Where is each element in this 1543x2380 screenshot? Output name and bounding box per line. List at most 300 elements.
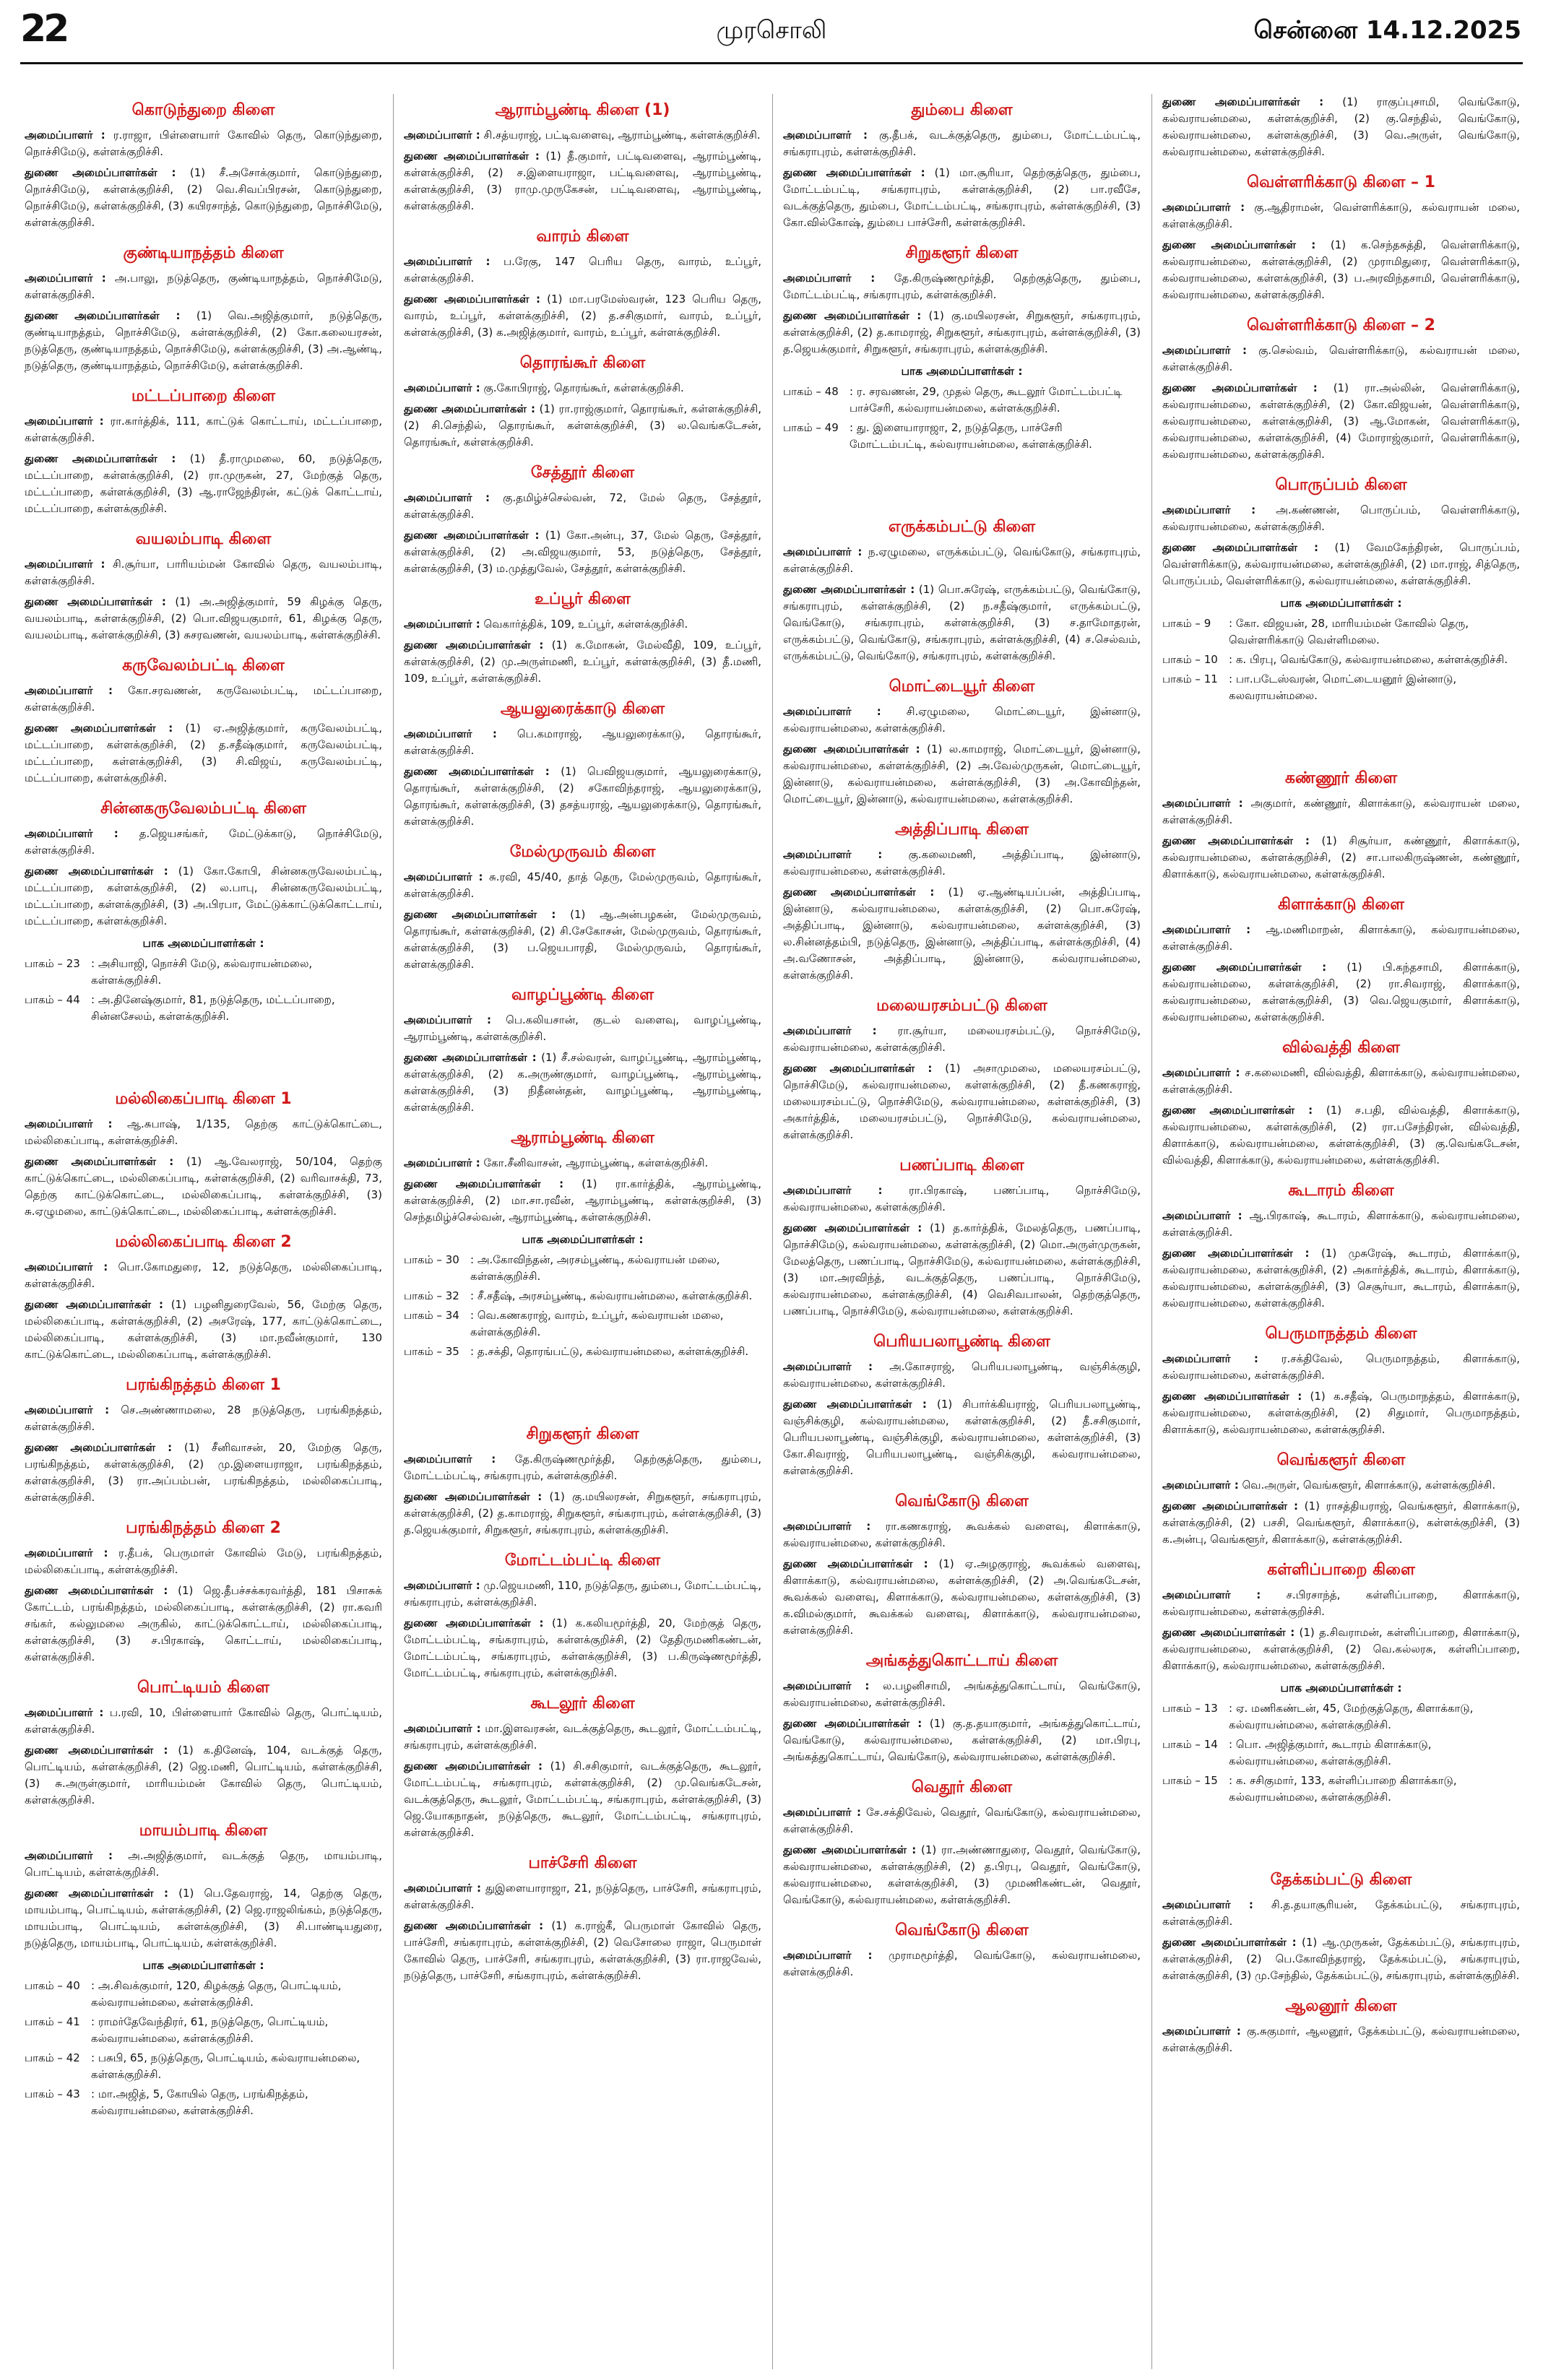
president-entry: [783, 847, 1141, 880]
role-label: துணை அமைப்பாளர்கள் :: [404, 908, 556, 921]
vice-names: (1) சீ.சல்வரன், வாழப்பூண்டி, ஆராம்பூண்டி, கள்ளக்குறிச்சி, (2) க.அருண்குமார், வாழப்பூண்டி, ஆராம்பூண்டி, கள்ளக்குறிச்சி, (3) நிதீனன்தன், வாழப்பூண்டி, ஆராம்பூண்டி, கள்ளக்குறிச்சி.: [404, 1051, 761, 1114]
vice-names: (1) ரா.அண்ணாதுரை, வெதூர், வெங்கோடு, கல்வராயன்மலை, கள்ளக்குறிச்சி, (2) த.பிரபு, வெதூர், வெங்கோடு, கல்வராயன்மலை, கள்ளக்குறிச்சி, (3) முமணிகண்டன், வெதூர், வெங்கோடு, கல்வராயன்மலை, கள்ளக்குறிச்சி.: [783, 1843, 1141, 1906]
vice-entry: [1162, 94, 1520, 160]
role-label: அமைப்பாளர் :: [25, 1117, 113, 1130]
president-entry: [783, 1023, 1141, 1056]
role-label: அமைப்பாளர் :: [404, 870, 483, 883]
role-label: அமைப்பாளர் :: [1162, 1588, 1261, 1601]
vice-names: (1) கோ.கோபி, சின்னகருவேலம்பட்டி, மட்டப்பாறை, கள்ளக்குறிச்சி, (2) ல.பாபு, சின்னகருவேலம்பட்டி, மட்டப்பாறை, கள்ளக்குறிச்சி, (3) அ.பிரபா, மேட்டுக்காட்டுக்கொட்டாய், மட்டப்பாறை, கள்ளக்குறிச்சி.: [25, 865, 382, 927]
role-label: அமைப்பாளர் :: [404, 1156, 480, 1169]
president-name: சே.சக்திவேல், வெதூர், வெங்கோடு, கல்வராயன்மலை, கள்ளக்குறிச்சி.: [783, 1806, 1141, 1835]
president-name: வெகார்த்திக், 109, உப்பூர், கள்ளக்குறிச்சி.: [483, 618, 688, 631]
column-divider: [393, 94, 394, 2369]
president-name: ந.ஏழுமலை, எருக்கம்பட்டு, வெங்கோடு, சங்கராபுரம், கள்ளக்குறிச்சி.: [783, 545, 1141, 575]
vice-entry: [25, 1885, 382, 1952]
role-label: அமைப்பாளர் :: [404, 381, 480, 394]
booth-person: : மா.அஜித், 5, கோயில் தெரு, பரங்கிநத்தம், கல்வராயன்மலை, கள்ளக்குறிச்சி.: [91, 2087, 308, 2117]
role-label: துணை அமைப்பாளர்கள் :: [404, 639, 544, 652]
vice-names: (1) கு.த.தயாகுமார், அங்கத்துகொட்டாய், வெங்கோடு, கல்வராயன்மலை, கள்ளக்குறிச்சி, (2) மா.பிரபு, அங்கத்துகொட்டாய், வெங்கோடு, கல்வராயன்மலை, கள்ளக்குறிச்சி.: [783, 1717, 1141, 1763]
president-name: ஆ.சுபாஷ், 1/135, தெற்கு காட்டுக்கொட்டை, மல்லிகைப்பாடி, கள்ளக்குறிச்சி.: [25, 1117, 382, 1147]
president-entry: [404, 1721, 761, 1754]
branch-section: [25, 798, 382, 1025]
branch-section: [1162, 1559, 1520, 1806]
role-label: அமைப்பாளர் :: [25, 1546, 108, 1559]
vice-names: (1) த.கார்த்திக், மேலத்தெரு, பணப்பாடி, நொச்சிமேடு, கல்வராயன்மலை, கள்ளக்குறிச்சி, (2) மொ.அருள்முருகன், மேலத்தெரு, பணப்பாடி, நொச்சிமேடு, கல்வராயன்மலை, கள்ளக்குறிச்சி, (3) மா.அரவிந்த், வடக்குத்தெரு, பணப்பாடி, நொச்சிமேடு, கல்வராயன்மலை, கள்ளக்குறிச்சி, (4) வெசிவபாலன், தெற்குத்தெரு, பணப்பாடி, நொச்சிமேடு, கல்வராயன்மலை, கள்ளக்குறிச்சி.: [783, 1221, 1141, 1317]
booth-heading: பாக அமைப்பாளர்கள் :: [1280, 1682, 1402, 1695]
branch-title: ஆராம்பூண்டி கிளை (1): [495, 101, 670, 119]
role-label: அமைப்பாளர் :: [783, 1360, 873, 1373]
branch-title: வெங்கோடு கிளை: [895, 1492, 1029, 1510]
president-name: ரா.பிரகாஷ், பணப்பாடி, நொச்சிமேடு, கல்வராயன்மலை, கள்ளக்குறிச்சி.: [783, 1184, 1141, 1213]
vice-names: (1) கோ.அன்பு, 37, மேல் தெரு, சேத்தூர், கள்ளக்குறிச்சி, (2) அ.விஜயகுமார், 53, நடுத்தெரு, சேத்தூர், கள்ளக்குறிச்சி, (3) ம.முத்துவேல், சேத்தூர், கள்ளக்குறிச்சி.: [404, 529, 761, 575]
president-name: கு.தீபக், வடக்குத்தெரு, தும்பை, மோட்டம்பட்டி, சங்கராபுரம், கள்ளக்குறிச்சி.: [783, 129, 1141, 158]
president-entry: [404, 1880, 761, 1913]
vice-entry: [404, 1615, 761, 1682]
branch-section: [783, 243, 1141, 453]
role-label: அமைப்பாளர் :: [1162, 2025, 1241, 2038]
booth-row: [1162, 671, 1520, 704]
president-name: தே.கிருஷ்ணமூர்த்தி, தெற்குத்தெரு, தும்பை, மோட்டம்பட்டி, சங்கராபுரம், கள்ளக்குறிச்சி.: [783, 272, 1141, 301]
booth-person: : ர. சரவணன், 29, முதல் தெரு, கூடலூர் மோட்டம்பட்டி பாச்சேரி, கல்வராயன்மலை, கள்ளக்குறிச்சி.: [850, 385, 1123, 415]
role-label: அமைப்பாளர் :: [25, 684, 113, 697]
vice-entry: [1162, 1388, 1520, 1438]
branch-section: [404, 1693, 761, 1841]
vice-names: (1) சீ.அசோக்குமார், கொடுந்துறை, நொச்சிமேடு, கள்ளக்குறிச்சி, (2) வெ.சிவப்பிரசன், கொடுந்துறை, நொச்சிமேடு, கள்ளக்குறிச்சி, (3) கயிரசாந்த், கொடுந்துறை, நொச்சிமேடு, கள்ளக்குறிச்சி.: [25, 166, 382, 229]
branch-title: சின்னகருவேலம்பட்டி கிளை: [100, 800, 306, 818]
branch-title: அத்திப்பாடி கிளை: [895, 821, 1029, 839]
vice-names: (1) க.செந்தசுத்தி, வெள்ளரிக்காடு, கல்வராயன்மலை, கள்ளக்குறிச்சி, (2) முராமிதுரை, வெள்ளரிக்காடு, கல்வராயன்மலை, கள்ளக்குறிச்சி, (3) ப.அரவிந்தசாமி, வெள்ளரிக்காடு, கல்வராயன்மலை, கள்ளக்குறிச்சி.: [1162, 238, 1520, 301]
masthead: [0, 0, 1543, 66]
vice-entry: [1162, 1934, 1520, 1984]
booth-number: பாகம் – 40: [25, 1979, 80, 1992]
vice-entry: [404, 291, 761, 341]
vice-names: (1) வேமகேந்திரன், பொருப்பம், வெள்ளரிக்காடு, கல்வராயன்மலை, கள்ளக்குறிச்சி, (2) மா.ராஜ், சித்தெரு, பொருப்பம், வெள்ளரிக்காடு, கல்வராயன்மலை, கள்ளக்குறிச்சி.: [1162, 541, 1520, 587]
role-label: துணை அமைப்பாளர்கள் :: [404, 1490, 543, 1503]
president-name: ஆ.பிரகாஷ், கூடாரம், கிளாக்காடு, கல்வராயன்மலை, கள்ளக்குறிச்சி.: [1162, 1209, 1520, 1239]
booth-heading: பாக அமைப்பாளர்கள் :: [1280, 597, 1402, 610]
president-entry: [25, 270, 382, 303]
booth-person: : பா.படேஸ்வரன், மொட்டையனூர் இன்னாடு, கலவராயன்மலை.: [1229, 672, 1457, 702]
vice-entry: [25, 720, 382, 787]
role-label: துணை அமைப்பாளர்கள் :: [404, 765, 550, 778]
role-label: துணை அமைப்பாளர்கள் :: [404, 1051, 537, 1064]
role-label: அமைப்பாளர் :: [783, 1520, 871, 1533]
role-label: அமைப்பாளர் :: [783, 1024, 877, 1037]
branch-section: [1162, 94, 1520, 160]
president-name: கோ.சரவணன், கருவேலம்பட்டி, மட்டப்பாறை, கள்ளக்குறிச்சி.: [25, 684, 382, 714]
branch-title: கண்ணூர் கிளை: [1284, 769, 1398, 787]
role-label: துணை அமைப்பாளர்கள் :: [783, 1717, 922, 1730]
role-label: துணை அமைப்பாளர்கள் :: [25, 865, 168, 878]
booth-row: [25, 1978, 382, 2011]
branch-title: சிறுகளூர் கிளை: [526, 1425, 639, 1443]
president-name: சி.சூர்யா, பாரியம்மன் கோவில் தெரு, வயலம்பாடி, கள்ளக்குறிச்சி.: [25, 558, 382, 587]
president-name: அ.அஜித்குமார், வடக்குத் தெரு, மாயம்பாடி, பொட்டியம், கள்ளக்குறிச்சி.: [25, 1849, 382, 1879]
president-name: ர.சக்திவேல், பெருமாநத்தம், கிளாக்காடு, கல்வராயன்மலை, கள்ளக்குறிச்சி.: [1162, 1352, 1520, 1382]
booth-heading: பாக அமைப்பாளர்கள் :: [901, 365, 1023, 378]
column-2: [404, 94, 761, 2369]
role-label: துணை அமைப்பாளர்கள் :: [783, 1843, 917, 1856]
president-name: அ.கண்ணன், பொருப்பம், வெள்ளரிக்காடு, கல்வராயன்மலை, கள்ளக்குறிச்சி.: [1162, 503, 1520, 533]
role-label: துணை அமைப்பாளர்கள் :: [404, 402, 536, 415]
vice-entry: [783, 1396, 1141, 1479]
branch-title: அங்கத்துகொட்டாய் கிளை: [865, 1652, 1058, 1670]
president-entry: [1162, 1897, 1520, 1930]
branch-section: [783, 1650, 1141, 1765]
section-spacer: [25, 1037, 382, 1083]
booth-row: [404, 1288, 761, 1304]
vice-entry: [25, 1742, 382, 1809]
booth-person: : அ.சிவக்குமார், 120, கிழக்குத் தெரு, பொட்டியம், கல்வராயன்மலை, கள்ளக்குறிச்சி.: [91, 1979, 342, 2009]
branch-section: [25, 243, 382, 374]
role-label: துணை அமைப்பாளர்கள் :: [1162, 834, 1310, 847]
booth-number: பாகம் – 32: [404, 1289, 459, 1302]
booth-person: : து. இளையாராஜா, 2, நடுத்தெரு, பாச்சேரி மோட்டம்பட்டி, கல்வராயன்மலை, கள்ளக்குறிச்சி.: [850, 421, 1092, 451]
branch-title: மொட்டையூர் கிளை: [889, 678, 1035, 696]
role-label: அமைப்பாளர் :: [1162, 1209, 1242, 1222]
role-label: அமைப்பாளர் :: [1162, 1066, 1240, 1079]
booth-row: [25, 2014, 382, 2047]
article-columns: [25, 94, 1520, 2369]
vice-names: (1) பெவிஜயகுமார், ஆயலுரைக்காடு, தொரங்கூர், கள்ளக்குறிச்சி, (2) சகோவிந்தராஜ், ஆயலுரைக்காடு, தொரங்கூர், கள்ளக்குறிச்சி, (3) தசத்யராஜ், ஆயலுரைக்காடு, தொரங்கூர், கள்ளக்குறிச்சி.: [404, 765, 761, 828]
president-name: கு.கலைமணி, அத்திப்பாடி, இன்னாடு, கல்வராயன்மலை, கள்ளக்குறிச்சி.: [783, 848, 1141, 878]
branch-title: பாச்சேரி கிளை: [528, 1854, 637, 1872]
branch-section: [25, 1677, 382, 1809]
president-entry: [1162, 1065, 1520, 1098]
branch-title: வெள்ளரிக்காடு கிளை – 2: [1247, 316, 1435, 334]
role-label: அமைப்பாளர் :: [783, 848, 883, 861]
president-entry: [1162, 1587, 1520, 1620]
vice-entry: [404, 1918, 761, 1984]
president-name: கோ.சீனிவாசன், ஆராம்பூண்டி, கள்ளக்குறிச்சி.: [483, 1156, 709, 1169]
booth-number: பாகம் – 43: [25, 2087, 80, 2100]
role-label: துணை அமைப்பாளர்கள் :: [25, 452, 176, 465]
branch-section: [404, 100, 761, 215]
vice-entry: [404, 1489, 761, 1539]
branch-section: [25, 386, 382, 517]
booth-number: பாகம் – 15: [1162, 1774, 1218, 1787]
vice-entry: [783, 1842, 1141, 1908]
branch-section: [25, 1232, 382, 1363]
vice-names: (1) க.ராஜ்கீ, பெருமாள் கோவில் தெரு, பாச்சேரி, சங்கராபுரம், கள்ளக்குறிச்சி, (2) வெசோலை ராஜா, பெருமாள் கோவில் தெரு, பாச்சேரி, சங்கராபுரம், கள்ளக்குறிச்சி, (3) ரா.ராஜவேல், நடுத்தெரு, பாச்சேரி, சங்கராபுரம், கள்ளக்குறிச்சி.: [404, 1919, 761, 1982]
vice-entry: [1162, 1498, 1520, 1548]
booth-person: : க. சசிகுமார், 133, கள்ளிப்பாறை கிளாக்காடு, கல்வராயன்மலை, கள்ளக்குறிச்சி.: [1229, 1774, 1457, 1804]
president-entry: [1162, 2023, 1520, 2056]
president-entry: [25, 1545, 382, 1578]
vice-entry: [1162, 540, 1520, 589]
branch-section: [25, 1820, 382, 2119]
role-label: துணை அமைப்பாளர்கள் :: [1162, 1390, 1302, 1403]
president-name: வெ.அருள், வெங்களூர், கிளாக்காடு, கள்ளக்குறிச்சி.: [1242, 1479, 1496, 1492]
role-label: அமைப்பாளர் :: [783, 545, 863, 558]
branch-title: மோட்டம்பட்டி கிளை: [504, 1552, 661, 1570]
vice-entry: [1162, 1102, 1520, 1169]
branch-section: [1162, 1996, 1520, 2056]
role-label: துணை அமைப்பாளர்கள் :: [1162, 1500, 1299, 1513]
vice-entry: [25, 1154, 382, 1220]
role-label: துணை அமைப்பாளர்கள் :: [1162, 238, 1316, 251]
vice-entry: [404, 906, 761, 973]
role-label: அமைப்பாளர் :: [404, 491, 490, 504]
branch-section: [1162, 768, 1520, 883]
vice-names: (1) ரா.அல்லின், வெள்ளரிக்காடு, கல்வராயன்மலை, கள்ளக்குறிச்சி, (2) கோ.விஜயன், வெள்ளரிக்காடு, கல்வராயன்மலை, கள்ளக்குறிச்சி, (3) ஆ.மோகன், வெள்ளரிக்காடு, கல்வராயன்மலை, கள்ளக்குறிச்சி, (4) மோராஜ்குமார், வெள்ளரிக்காடு, கல்வராயன்மலை, கள்ளக்குறிச்சி.: [1162, 381, 1520, 461]
vice-entry: [25, 308, 382, 374]
president-name: பெ.கமாராஜ், ஆயலுரைக்காடு, தொரங்கூர், கள்ளக்குறிச்சி.: [404, 727, 761, 757]
branch-title: கூடாரம் கிளை: [1288, 1182, 1394, 1200]
president-name: சு.ரவி, 45/40, தாத் தெரு, மேல்முருவம், தொரங்கூர், கள்ளக்குறிச்சி.: [404, 870, 761, 900]
newspaper-name: முரசொலி: [716, 16, 827, 45]
role-label: அமைப்பாளர் :: [25, 1849, 113, 1862]
president-entry: [783, 1678, 1141, 1711]
vice-names: (1) ஆ.வேலராஜ், 50/104, தெற்கு காட்டுக்கொட்டை, மல்லிகைப்பாடி, கள்ளக்குறிச்சி, (2) வரிவாசக்தி, 73, தெற்கு காட்டுக்கொட்டை, மல்லிகைப்பாடி, கள்ளக்குறிச்சி, (3) சு.ஏழுமலை, காட்டுக்கொட்டை, மல்லிகைப்பாடி, கள்ளக்குறிச்சி.: [25, 1155, 382, 1218]
role-label: துணை அமைப்பாளர்கள் :: [783, 309, 922, 322]
role-label: துணை அமைப்பாளர்கள் :: [25, 1744, 168, 1757]
vice-entry: [1162, 1245, 1520, 1312]
role-label: துணை அமைப்பாளர்கள் :: [783, 1398, 927, 1411]
role-label: அமைப்பாளர் :: [25, 415, 104, 428]
role-label: அமைப்பாளர் :: [783, 129, 868, 142]
booth-number: பாகம் – 34: [404, 1309, 459, 1322]
role-label: துணை அமைப்பாளர்கள் :: [25, 1584, 168, 1597]
role-label: துணை அமைப்பாளர்கள் :: [25, 1155, 174, 1168]
vice-entry: [25, 1440, 382, 1506]
president-name: அ.பாலு, நடுத்தெரு, குண்டியாநத்தம், நொச்சிமேடு, கள்ளக்குறிச்சி.: [25, 272, 382, 301]
booth-person: : ஏ. மணிகண்டன், 45, மேற்குத்தெரு, கிளாக்காடு, கல்வராயன்மலை, கள்ளக்குறிச்சி.: [1229, 1702, 1474, 1731]
president-entry: [1162, 795, 1520, 828]
vice-names: (1) வெ.அஜித்குமார், நடுத்தெரு, குண்டியாநத்தம், நொச்சிமேடு, கள்ளக்குறிச்சி, (2) கோ.கலையரசன், நடுத்தெரு, குண்டியாநத்தம், நொச்சிமேடு, கள்ளக்குறிச்சி, (3) அ.ஆண்டி, நடுத்தெரு, குண்டியாநத்தம், நொச்சிமேடு, கள்ளக்குறிச்சி.: [25, 309, 382, 372]
vice-names: (1) ல.காமராஜ், மொட்டையூர், இன்னாடு, கல்வராயன்மலை, கள்ளக்குறிச்சி, (2) அ.வேல்முருகன், மொட்டையூர், இன்னாடு, கல்வராயன்மலை, கள்ளக்குறிச்சி, (3) அ.கோவிந்தன், மொட்டையூர், இன்னாடு, கல்வராயன்மலை, கள்ளக்குறிச்சி.: [783, 743, 1141, 805]
branch-title: மேல்முருவம் கிளை: [509, 843, 656, 861]
role-label: அமைப்பாளர் :: [783, 272, 876, 285]
president-entry: [1162, 342, 1520, 376]
booth-person: : பொ. அஜித்குமார், கூடாரம் கிளாக்காடு, கல்வராயன்மலை, கள்ளக்குறிச்சி.: [1229, 1738, 1432, 1767]
booth-person: : வெ.கணகராஜ், வாரம், உப்பூர், கல்வராயன் மலை, கள்ளக்குறிச்சி.: [470, 1309, 724, 1338]
booth-person: : கோ. விஜயன், 28, மாரியம்மன் கோவில் தெரு, வெள்ளரிக்காடு வெள்ளிமலை.: [1229, 617, 1469, 646]
president-entry: [404, 490, 761, 523]
president-name: முராமமூர்த்தி, வெங்கோடு, கல்வராயன்மலை, கள்ளக்குறிச்சி.: [783, 1949, 1141, 1978]
booth-person: : அசியாஜி, நொச்சி மேடு, கல்வராயன்மலை, கள்ளக்குறிச்சி.: [91, 957, 313, 987]
branch-title: மாயம்பாடி கிளை: [139, 1822, 268, 1840]
vice-names: (1) சீனிவாசன், 20, மேற்கு தெரு, பரங்கிநத்தம், கள்ளக்குறிச்சி, (2) மு.இளையராஜா, பரங்கிநத்தம், கள்ளக்குறிச்சி, (3) ரா.அப்பம்பன், பரங்கிநத்தம், மல்லிகைப்பாடி, கள்ளக்குறிச்சி.: [25, 1441, 382, 1504]
vice-names: (1) த.சிவராமன், கள்ளிப்பாறை, கிளாக்காடு, கல்வராயன்மலை, கள்ளக்குறிச்சி, (2) வெ.கல்லரசு, கள்ளிப்பாறை, கிளாக்காடு, கல்வராயன்மலை, கள்ளக்குறிச்சி.: [1162, 1626, 1520, 1672]
president-entry: [25, 826, 382, 859]
president-name: அகுமார், கண்ணூர், கிளாக்காடு, கல்வராயன் மலை, கள்ளக்குறிச்சி.: [1162, 797, 1520, 826]
vice-names: (1) க.தினேஷ், 104, வடக்குத் தெரு, பொட்டியம், கள்ளக்குறிச்சி, (2) ஜெ.மணி, பொட்டியம், கள்ளக்குறிச்சி, (3) சு.அருள்குமார், மாரியம்மன் கோவில் தெரு, பொட்டியம், கள்ளக்குறிச்சி.: [25, 1744, 382, 1806]
vice-names: (1) ரா.ராஜ்குமார், தொரங்கூர், கள்ளக்குறிச்சி, (2) சி.செந்தில், தொரங்கூர், கள்ளக்குறிச்சி, (3) ல.வெங்கடேசன், தொரங்கூர், கள்ளக்குறிச்சி.: [404, 402, 761, 449]
column-1: [25, 94, 382, 2369]
role-label: அமைப்பாளர் :: [1162, 503, 1256, 516]
branch-title: மல்லிகைப்பாடி கிளை 2: [115, 1233, 292, 1251]
branch-section: [404, 841, 761, 973]
president-entry: [404, 869, 761, 902]
president-name: மா.இளவரசன், வடக்குத்தெரு, கூடலூர், மோட்டம்பட்டி, சங்கராபுரம், கள்ளக்குறிச்சி.: [404, 1722, 761, 1752]
role-label: துணை அமைப்பாளர்கள் :: [25, 166, 176, 179]
president-entry: [25, 1705, 382, 1738]
section-spacer: [1162, 716, 1520, 762]
branch-title: தும்பை கிளை: [911, 101, 1013, 119]
president-entry: [25, 1116, 382, 1149]
branch-title: பொருப்பம் கிளை: [1275, 476, 1407, 494]
vice-entry: [1162, 1624, 1520, 1674]
president-entry: [1162, 1208, 1520, 1241]
role-label: துணை அமைப்பாளர்கள் :: [404, 1617, 544, 1630]
role-label: துணை அமைப்பாளர்கள் :: [783, 1062, 933, 1075]
president-entry: [783, 1804, 1141, 1838]
column-3: [783, 94, 1141, 2369]
booth-row: [1162, 1773, 1520, 1806]
role-label: அமைப்பாளர் :: [783, 1949, 873, 1962]
booth-number: பாகம் – 49: [783, 421, 839, 434]
branch-section: [783, 1920, 1141, 1981]
booth-row: [1162, 652, 1520, 668]
president-entry: [783, 1359, 1141, 1392]
role-label: அமைப்பாளர் :: [25, 827, 118, 840]
president-entry: [783, 1182, 1141, 1216]
president-entry: [783, 127, 1141, 160]
role-label: அமைப்பாளர் :: [1162, 344, 1248, 357]
booth-number: பாகம் – 44: [25, 993, 80, 1006]
booth-row: [25, 2050, 382, 2083]
president-name: அ.கோசராஜ், பெரியபலாபூண்டி, வஞ்சிக்குழி, கல்வராயன்மலை, கள்ளக்குறிச்சி.: [783, 1360, 1141, 1390]
president-entry: [783, 544, 1141, 577]
president-name: பொ.கோமதுரை, 12, நடுத்தெரு, மல்லிகைப்பாடி, கள்ளக்குறிச்சி.: [25, 1260, 382, 1290]
vice-names: (1) சி.சசிகுமார், வடக்குத்தெரு, கூடலூர், மோட்டம்பட்டி, சங்கராபுரம், கள்ளக்குறிச்சி, (2) மு.வெங்கடேசன், வடக்குத்தெரு, கூடலூர், மோட்டம்பட்டி, சங்கராபுரம், கள்ளக்குறிச்சி, (3) ஜெ.யோகநாதன், நடுத்தெரு, கூடலூர், மோட்டம்பட்டி, சங்கராபுரம், கள்ளக்குறிச்சி.: [404, 1760, 761, 1839]
role-label: துணை அமைப்பாளர்கள் :: [404, 293, 541, 306]
branch-title: ஆயலுரைக்காடு கிளை: [500, 700, 665, 718]
role-label: அமைப்பாளர் :: [1162, 1479, 1239, 1492]
president-name: சி.த.தயாசூரியன், தேக்கம்பட்டு, சங்கராபுரம், கள்ளக்குறிச்சி.: [1162, 1898, 1520, 1928]
president-name: கு.தமிழ்ச்செல்வன், 72, மேல் தெரு, சேத்தூர், கள்ளக்குறிச்சி.: [404, 491, 761, 521]
president-entry: [25, 1402, 382, 1435]
vice-names: (1) கு.மயிலரசன், சிறுகளூர், சங்கராபுரம், கள்ளக்குறிச்சி, (2) த.காமராஜ், சிறுகளூர், சங்கராபுரம், கள்ளக்குறிச்சி, (3) த.ஜெயக்குமார், சிறுகளூர், சங்கராபுரம், கள்ளக்குறிச்சி.: [404, 1490, 761, 1536]
column-4: [1162, 94, 1520, 2369]
president-name: சி.சத்யராஜ், பட்டிவளைவு, ஆராம்பூண்டி, கள்ளக்குறிச்சி.: [483, 129, 761, 142]
branch-section: [25, 655, 382, 787]
vice-entry: [25, 594, 382, 644]
vice-entry: [783, 741, 1141, 808]
president-entry: [404, 380, 761, 397]
president-name: கு.செல்வம், வெள்ளரிக்காடு, கல்வராயன் மலை, கள்ளக்குறிச்சி.: [1162, 344, 1520, 373]
role-label: அமைப்பாளர் :: [783, 705, 881, 718]
vice-entry: [25, 863, 382, 930]
branch-title: வெதூர் கிளை: [911, 1778, 1013, 1796]
vice-entry: [783, 1556, 1141, 1639]
vice-entry: [783, 308, 1141, 358]
vice-names: (1) பி.கந்தசாமி, கிளாக்காடு, கல்வராயன்மலை, கள்ளக்குறிச்சி, (2) ரா.சிவராஜ், கிளாக்காடு, கல்வராயன்மலை, கள்ளக்குறிச்சி, (3) வெ.ஜெயகுமார், கிளாக்காடு, கல்வராயன்மலை, கள்ளக்குறிச்சி.: [1162, 961, 1520, 1024]
branch-section: [404, 352, 761, 451]
branch-section: [783, 100, 1141, 231]
branch-section: [404, 462, 761, 577]
role-label: அமைப்பாளர் :: [404, 1453, 496, 1466]
vice-entry: [1162, 959, 1520, 1026]
president-entry: [783, 704, 1141, 737]
booth-person: : சீ.சதீஷ், அரசம்பூண்டி, கல்வராயன்மலை, கள்ளக்குறிச்சி.: [470, 1289, 753, 1302]
president-entry: [404, 1155, 761, 1172]
vice-entry: [1162, 380, 1520, 463]
branch-section: [783, 1491, 1141, 1639]
booth-row: [25, 956, 382, 989]
branch-title: பெரியபலாபூண்டி கிளை: [873, 1333, 1050, 1351]
branch-title: கருவேலம்பட்டி கிளை: [122, 657, 285, 675]
president-entry: [783, 270, 1141, 303]
vice-names: (1) பழனிதுரைவேல், 56, மேற்கு தெரு, மல்லிகைப்பாடி, கள்ளக்குறிச்சி, (2) அசரேஷ், 177, காட்டுக்கொட்டை, மல்லிகைப்பாடி, கள்ளக்குறிச்சி, (3) மா.நவீன்குமார், 130 காட்டுக்கொட்டை, மல்லிகைப்பாடி, கள்ளக்குறிச்சி.: [25, 1298, 382, 1361]
branch-title: வயலம்பாடி கிளை: [135, 530, 272, 548]
branch-title: வெள்ளரிக்காடு கிளை – 1: [1247, 173, 1435, 191]
vice-entry: [404, 1050, 761, 1116]
role-label: அமைப்பாளர் :: [25, 558, 105, 571]
booth-person: : க. பிரபு, வெங்கோடு, கல்வராயன்மலை, கள்ளக்குறிச்சி.: [1229, 653, 1508, 666]
president-entry: [25, 1848, 382, 1881]
section-spacer: [404, 1372, 761, 1418]
role-label: அமைப்பாளர் :: [404, 129, 480, 142]
branch-section: [783, 819, 1141, 984]
president-entry: [25, 127, 382, 160]
branch-title: ஆலனூர் கிளை: [1285, 1997, 1397, 2015]
branch-title: எருக்கம்பட்டு கிளை: [888, 518, 1036, 536]
role-label: துணை அமைப்பாளர்கள் :: [1162, 381, 1318, 394]
role-label: அமைப்பாளர் :: [1162, 797, 1243, 810]
branch-title: மல்லிகைப்பாடி கிளை 1: [115, 1090, 292, 1108]
masthead-rule: [20, 62, 1523, 64]
branch-title: வெங்கோடு கிளை: [895, 1921, 1029, 1939]
branch-title: பணப்பாடி கிளை: [899, 1156, 1024, 1174]
president-name: ர.ராஜா, பிள்ளையார் கோவில் தெரு, கொடுந்துறை, நொச்சிமேடு, கள்ளக்குறிச்சி.: [25, 129, 382, 158]
branch-section: [404, 698, 761, 830]
president-entry: [25, 413, 382, 446]
branch-section: [25, 1518, 382, 1666]
section-spacer: [1162, 1817, 1520, 1864]
branch-section: [404, 1550, 761, 1682]
branch-section: [404, 1128, 761, 1360]
vice-entry: [404, 148, 761, 215]
booth-row: [404, 1343, 761, 1360]
role-label: துணை அமைப்பாளர்கள் :: [783, 1221, 922, 1234]
president-name: ச.பிரசாந்த், கள்ளிப்பாறை, கிளாக்காடு, கல்வராயன்மலை, கள்ளக்குறிச்சி.: [1162, 1588, 1520, 1618]
branch-section: [404, 589, 761, 687]
role-label: துணை அமைப்பாளர்கள் :: [404, 150, 540, 163]
booth-row: [783, 420, 1141, 453]
booth-row: [404, 1252, 761, 1285]
vice-names: (1) க.மோகன், மேல்வீதி, 109, உப்பூர், கள்ளக்குறிச்சி, (2) மு.அருள்மணி, உப்பூர், கள்ளக்குறிச்சி, (3) தீ.மணி, 109, உப்பூர், கள்ளக்குறிச்சி.: [404, 639, 761, 685]
president-entry: [1162, 1351, 1520, 1384]
president-name: ரா.சூர்யா, மலையரசம்பட்டு, நொச்சிமேடு, கல்வராயன்மலை, கள்ளக்குறிச்சி.: [783, 1024, 1141, 1054]
vice-names: (1) முசுரேஷ், கூடாரம், கிளாக்காடு, கல்வராயன்மலை, கள்ளக்குறிச்சி, (2) அகார்த்திக், கூடாரம், கிளாக்காடு, கல்வராயன்மலை, கள்ளக்குறிச்சி, (3) செசூர்யா, கூடாரம், கிளாக்காடு, கல்வராயன்மலை, கள்ளக்குறிச்சி.: [1162, 1247, 1520, 1310]
role-label: துணை அமைப்பாளர்கள் :: [25, 1887, 169, 1900]
vice-names: (1) ஏ.அழகுராஜ், கூவக்கல் வளைவு, கிளாக்காடு, கல்வராயன்மலை, கள்ளக்குறிச்சி, (2) அ.வெங்கடேசன், கூவக்கல் வளைவு, கிளாக்காடு, கல்வராயன்மலை, கள்ளக்குறிச்சி, (3) க.விமல்குமார், கூவக்கல் வளைவு, கிளாக்காடு, கல்வராயன்மலை, கள்ளக்குறிச்சி.: [783, 1557, 1141, 1637]
vice-names: (1) ராசத்தியராஜ், வெங்களூர், கிளாக்காடு, கள்ளக்குறிச்சி, (2) பசசி, வெங்களூர், கிளாக்காடு, கள்ளக்குறிச்சி, (3) க.அன்பு, வெங்களூர், கிளாக்காடு, கள்ளக்குறிச்சி.: [1162, 1500, 1520, 1546]
president-name: கு.கோபிராஜ், தொரங்கூர், கள்ளக்குறிச்சி.: [483, 381, 684, 394]
booth-row: [783, 384, 1141, 417]
branch-title: குண்டியாநத்தம் கிளை: [123, 244, 284, 262]
booth-number: பாகம் – 30: [404, 1253, 459, 1266]
role-label: அமைப்பாளர் :: [783, 1806, 861, 1819]
booth-row: [25, 2086, 382, 2119]
president-name: கு.ஆதிராமன், வெள்ளரிக்காடு, கல்வராயன் மலை, கள்ளக்குறிச்சி.: [1162, 201, 1520, 230]
role-label: துணை அமைப்பாளர்கள் :: [404, 1760, 543, 1773]
booth-number: பாகம் – 14: [1162, 1738, 1218, 1751]
branch-title: கொடுந்துறை கிளை: [131, 101, 275, 119]
role-label: அமைப்பாளர் :: [1162, 1352, 1258, 1365]
vice-entry: [783, 884, 1141, 984]
role-label: துணை அமைப்பாளர்கள் :: [783, 166, 925, 179]
role-label: துணை அமைப்பாளர்கள் :: [25, 1441, 173, 1454]
role-label: துணை அமைப்பாளர்கள் :: [1162, 1104, 1313, 1117]
branch-section: [1162, 1450, 1520, 1548]
president-entry: [783, 1518, 1141, 1552]
president-name: செ.அண்ணாமலை, 28 நடுத்தெரு, பரங்கிநத்தம், கள்ளக்குறிச்சி.: [25, 1403, 382, 1433]
booth-heading: பாக அமைப்பாளர்கள் :: [522, 1233, 644, 1246]
booth-heading: பாக அமைப்பாளர்கள் :: [142, 937, 264, 950]
